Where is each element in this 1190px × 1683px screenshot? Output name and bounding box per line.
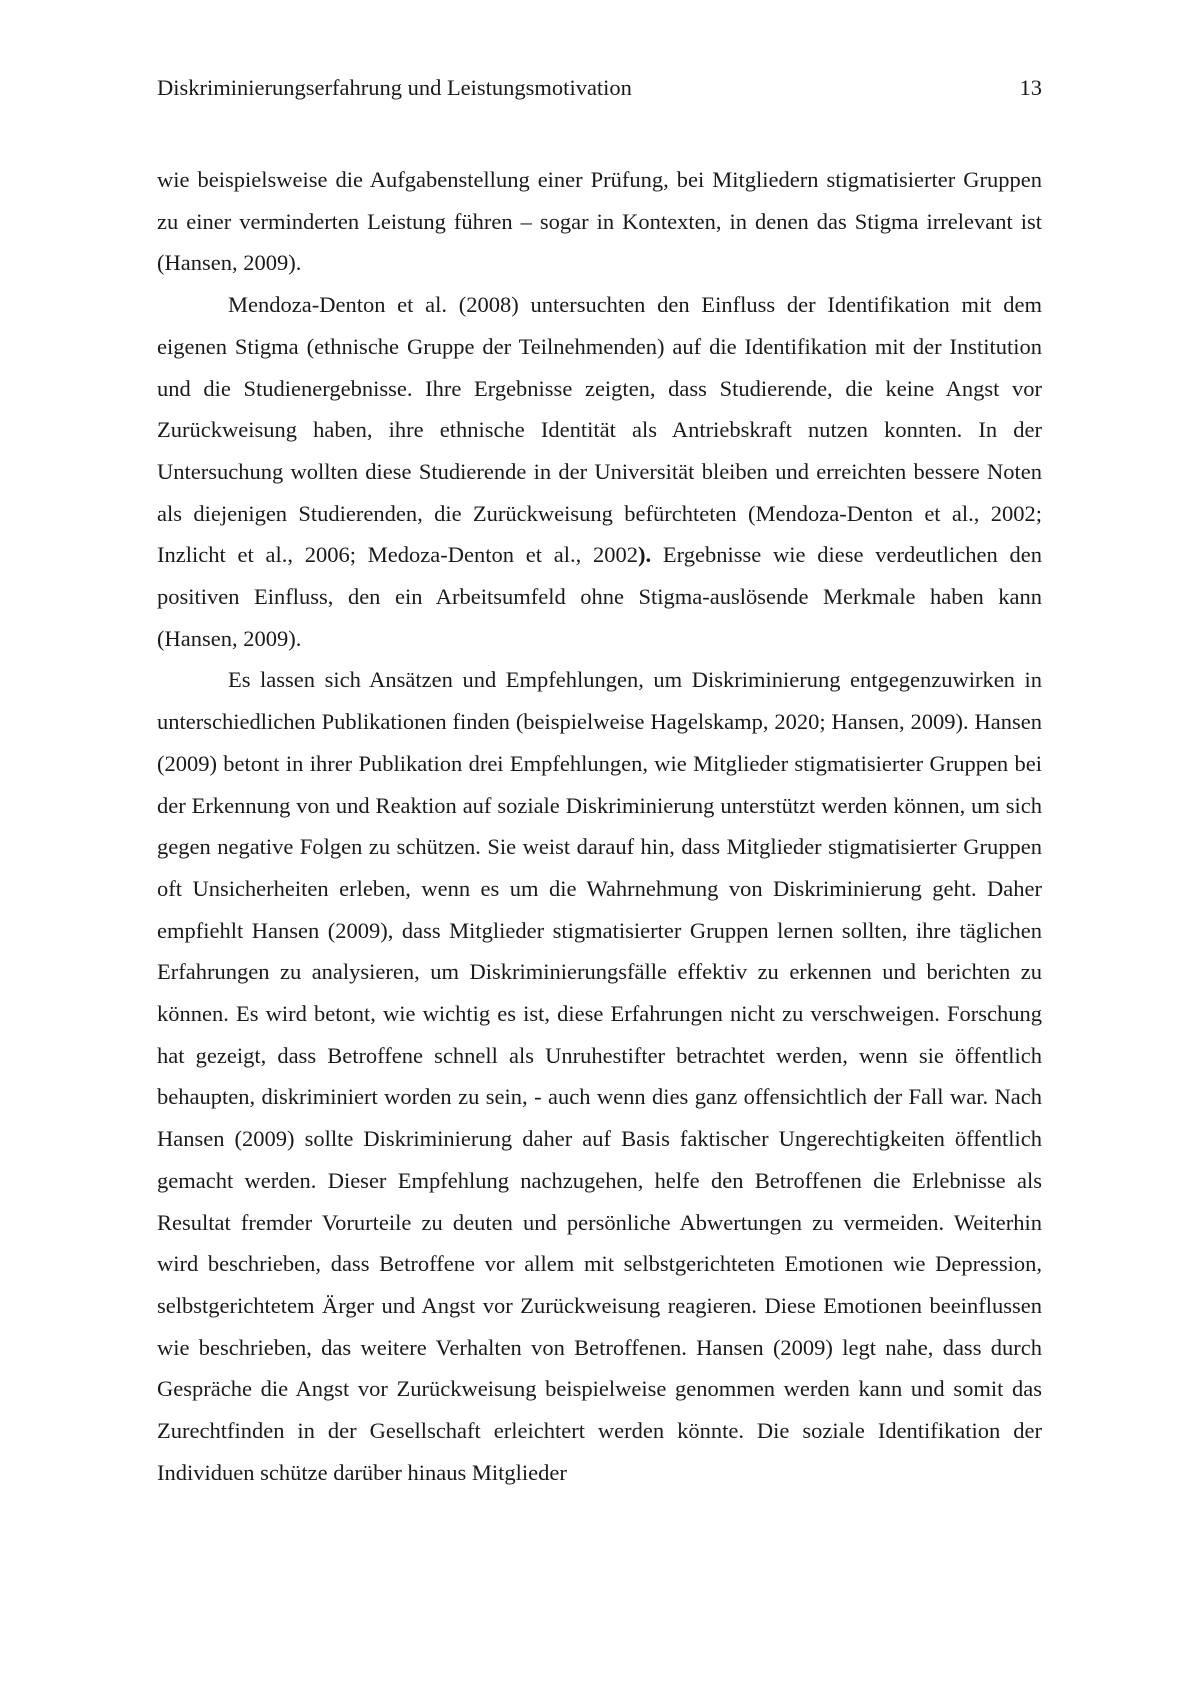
bold-citation-close: ). (638, 542, 652, 568)
body-text (157, 159, 1042, 1494)
page-number: 13 (1019, 75, 1042, 100)
paragraph-mendoza-denton (157, 284, 1042, 659)
paragraph-recommendations: Es lassen sich Ansätzen und Empfehlungen, um Diskriminierung entgegenzuwirken in unterschiedlichen Publikationen finden (beispielweise Hagelskamp, 2020; Hansen, 2009). Hansen (2009) betont in ihrer Publikation drei Empfehlungen, wie Mitglieder stigmatisierter Gruppen bei der Erkennung von und Reaktion auf soziale Diskriminierung unterstützt werden können, um sich gegen negative Folgen zu schützen. Sie weist darauf hin, dass Mitglieder stigmatisierter Gruppen oft Unsicherheiten erleben, wenn es um die Wahrnehmung von Diskriminierung geht. Daher empfiehlt Hansen (2009), dass Mitglieder stigmatisierter Gruppen lernen sollten, ihre täglichen Erfahrungen zu analysieren, um Diskriminierungsfälle effektiv zu erkennen und berichten zu können. Es wird betont, wie wichtig es ist, diese Erfahrungen nicht zu verschweigen. Forschung hat gezeigt, dass Betroffene schnell als Unruhestifter betrachtet werden, wenn sie öffentlich behaupten, diskriminiert worden zu sein, - auch wenn dies ganz offensichtlich der Fall war. Nach Hansen (2009) sollte Diskriminierung daher auf Basis faktischer Ungerechtigkeiten öffentlich gemacht werden. Dieser Empfehlung nachzugehen, helfe den Betroffenen die Erlebnisse als Resultat fremder Vorurteile zu deuten und persönliche Abwertungen zu vermeiden. Weiterhin wird beschrieben, dass Betroffene vor allem mit selbstgerichteten Emotionen wie Depression, selbstgerichtetem Ärger und Angst vor Zurückweisung reagieren. Diese Emotionen beeinflussen wie beschrieben, das weitere Verhalten von Betroffenen. Hansen (2009) legt nahe, dass durch Gespräche die Angst vor Zurückweisung beispielweise genommen werden kann und somit das Zurechtfinden in der Gesellschaft erleichtert werden könnte. Die soziale Identifikation der Individuen schütze darüber hinaus Mitglieder (157, 667, 1042, 1485)
paragraph-text-before-citation-close: Mendoza-Denton et al. (2008) untersuchten den Einfluss der Identifikation mit dem eigenen Stigma (ethnische Gruppe der Teilnehmenden) auf die Identifikation mit der Institution und die Studienergebnisse. Ihre Ergebnisse zeigten, dass Studierende, die keine Angst vor Zurückweisung haben, ihre ethnische Identität als Antriebskraft nutzen konnten. In der Untersuchung wollten diese Studierende in der Universität bleiben und erreichten bessere Noten als diejenigen Studierenden, die Zurückweisung befürchteten (Mendoza-Denton et al., 2002; Inzlicht et al., 2006; Medoza-Denton et al., 2002 (157, 292, 1042, 568)
paragraph-text-after-citation-close: Ergebnisse wie diese verdeutlichen den positiven Einfluss, den ein Arbeitsumfeld ohne Stigma-auslösende Merkmale haben kann (Hansen, 2009). (157, 542, 1042, 651)
paragraph-continuation: wie beispielsweise die Aufgabenstellung einer Prüfung, bei Mitgliedern stigmatisierter Gruppen zu einer verminderten Leistung führen – sogar in Kontexten, in denen das Stigma irrelevant ist (Hansen, 2009). (157, 167, 1042, 276)
running-head (157, 70, 1042, 106)
running-title: Diskriminierungserfahrung und Leistungsmotivation (157, 75, 632, 100)
